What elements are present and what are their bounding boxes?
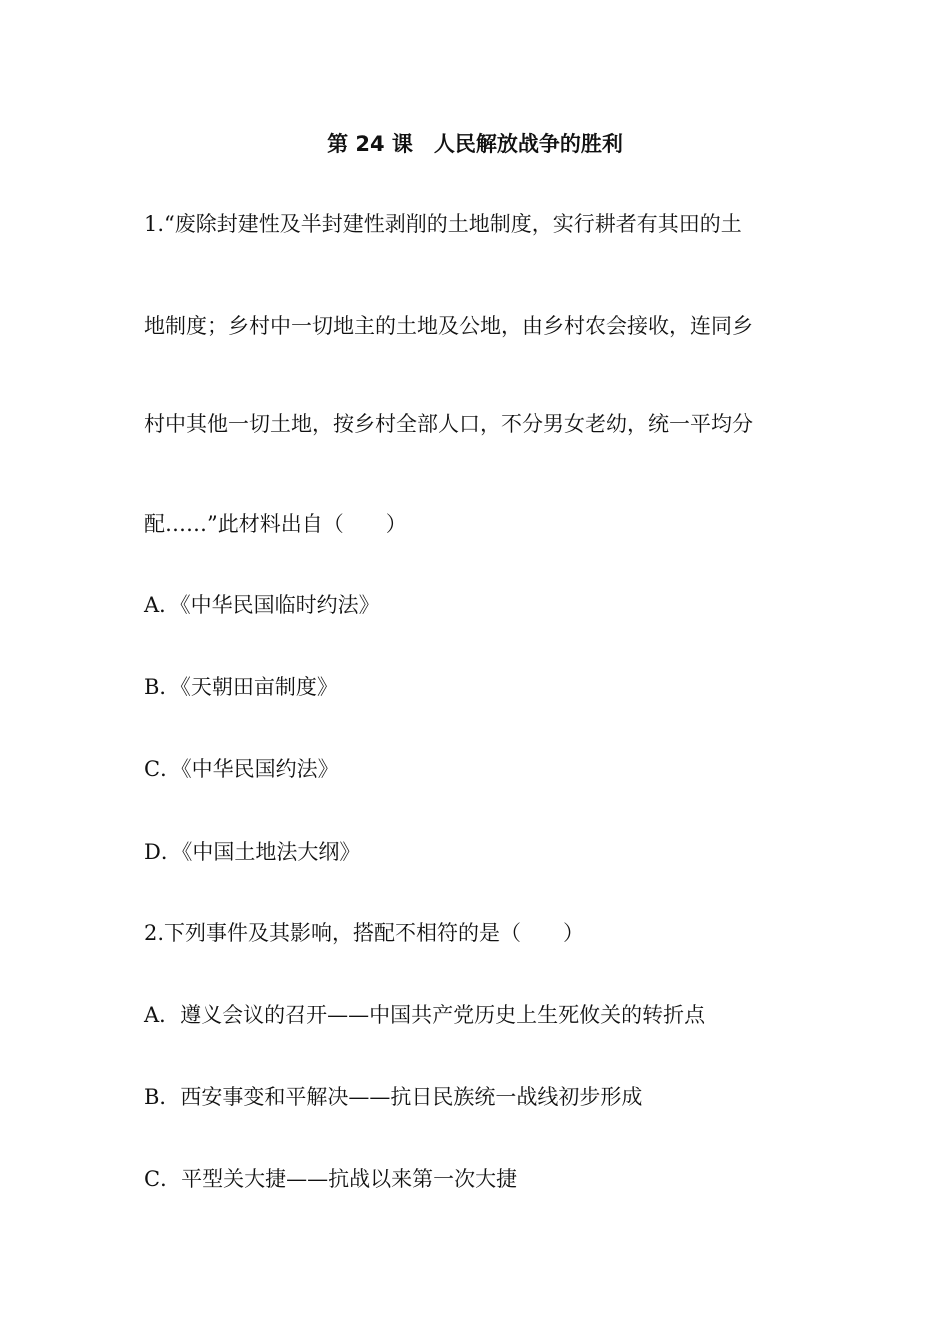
- question-1-stem-line-3: 村中其他一切土地，按乡村全部人口，不分男女老幼，统一平均分: [144, 412, 753, 436]
- page-title: 第 24 课 人民解放战争的胜利: [327, 132, 623, 156]
- question-1-stem-line-1: 1.“废除封建性及半封建性剥削的土地制度，实行耕者有其田的土: [144, 212, 742, 236]
- question-2-option-a: A．遵义会议的召开——中国共产党历史上生死攸关的转折点: [144, 1003, 706, 1027]
- question-2-option-b: B．西安事变和平解决——抗日民族统一战线初步形成: [144, 1085, 643, 1109]
- question-1-stem-line-4: 配……”此材料出自（ ）: [144, 512, 407, 536]
- question-1-option-b: B．《天朝田亩制度》: [144, 675, 338, 699]
- question-2-stem-line-1: 2.下列事件及其影响，搭配不相符的是（ ）: [144, 921, 585, 945]
- question-2-option-c: C．平型关大捷——抗战以来第一次大捷: [144, 1167, 518, 1191]
- question-1-stem-line-2: 地制度；乡村中一切地主的土地及公地，由乡村农会接收，连同乡: [144, 314, 753, 338]
- question-1-option-d: D．《中国土地法大纲》: [144, 840, 361, 864]
- question-1-option-a: A．《中华民国临时约法》: [144, 593, 380, 617]
- question-1-option-c: C．《中华民国约法》: [144, 757, 339, 781]
